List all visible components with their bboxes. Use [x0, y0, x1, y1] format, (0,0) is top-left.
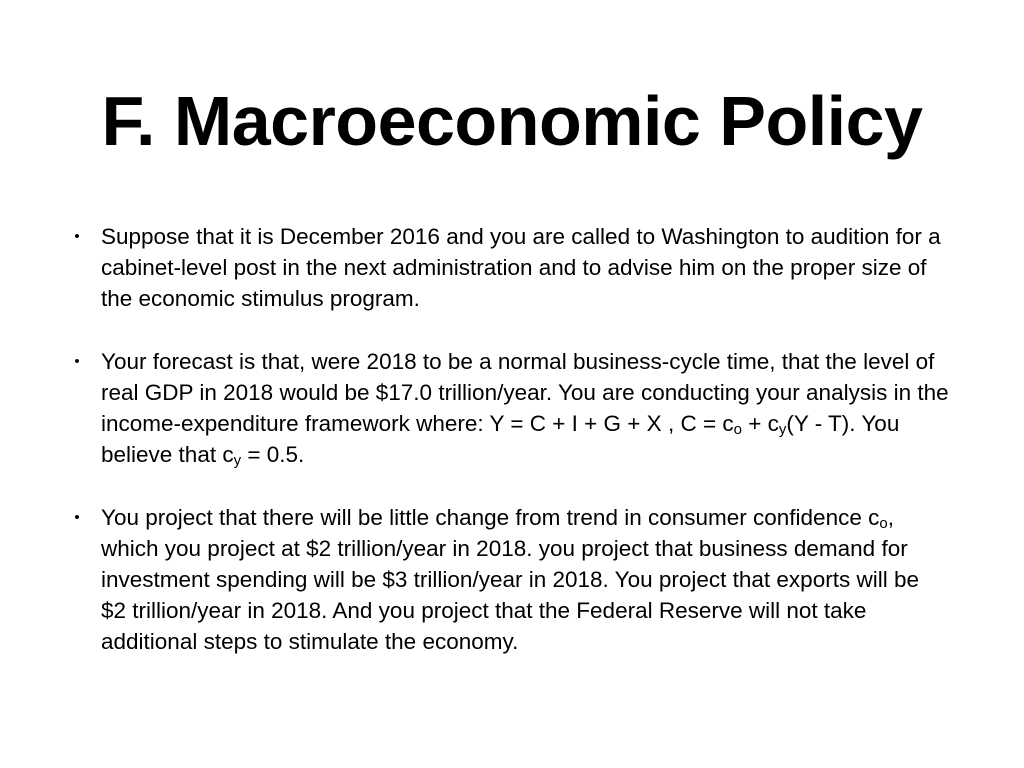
bullet-text: Suppose that it is December 2016 and you are called to Washington to audition for a cabinet-level post in the next administration and to advise him on the proper size of the economic stimulus program.: [101, 224, 941, 311]
bullet-icon: •: [74, 353, 80, 370]
bullet-icon: •: [74, 228, 80, 245]
text-segment: Your forecast is that, were 2018 to be a normal business-cycle time, that the level of real GDP in 2018 would be $17.0 trillion/year. You are conducting your analysis in the income-expenditure framework where: Y = C + I + G + X , C = c: [101, 349, 949, 436]
text-segment: + c: [741, 411, 779, 436]
text-segment: , which you project at $2 trillion/year in 2018. you project that business demand for investment spending will be $3 trillion/year in 2018. You project that exports will be $2 trillion/year in 2018. And you project that the Federal Reserve will not take additional steps to stimulate the economy.: [101, 505, 919, 654]
bullet-item-projections: [70, 502, 950, 657]
bullet-item-stimulus-audition: [70, 221, 950, 314]
bullet-list: [70, 221, 950, 689]
bullet-text: [101, 502, 950, 657]
text-segment: (Y - T). You believe that c: [101, 411, 900, 467]
bullet-text: [101, 346, 950, 470]
subscript-y: y: [233, 452, 242, 469]
subscript-o: o: [733, 421, 742, 438]
slide-title: F. Macroeconomic Policy: [101, 82, 923, 160]
bullet-item-forecast: [70, 346, 950, 470]
bullet-icon: •: [74, 509, 80, 526]
text-segment: = 0.5.: [241, 442, 305, 467]
subscript-y: y: [778, 421, 787, 438]
subscript-o: o: [879, 515, 888, 532]
text-segment: You project that there will be little change from trend in consumer confidence c: [101, 505, 880, 530]
